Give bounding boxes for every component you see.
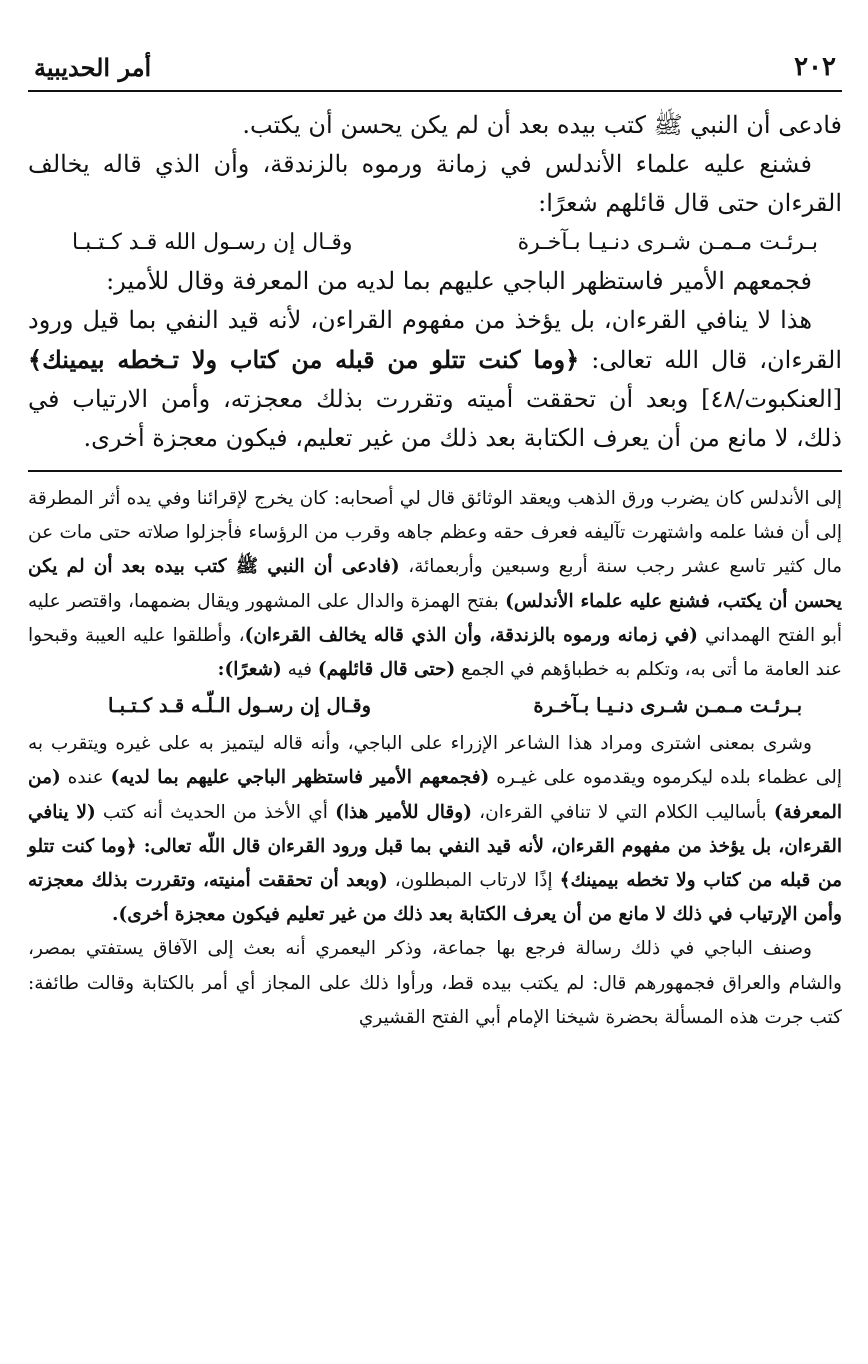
footnote-text: وشرى بمعنى اشترى ومراد هذا الشاعر الإزراء على الباجي، وأنه قاله ليتميز به على غيره ويتقرب به إلى عظماء بلده ليكرموه ويقدموه على غيـره bbox=[28, 733, 842, 789]
main-paragraph-4-text: هذا لا ينافي القرءان، بل يؤخذ من مفهوم القراءن، لأنه قيد النفي بما قيل ورود القرءان، قال الله تعالى: bbox=[28, 306, 842, 374]
footnote-bold: (من المعرفة) bbox=[28, 767, 842, 823]
footnote-paragraph-1 bbox=[28, 482, 842, 687]
footnotes bbox=[28, 482, 842, 1035]
footnote-bold: (حتى قال قائلهم) bbox=[317, 659, 456, 681]
footnote-bold: (فادعى أن النبي ﷺ كتب بيده بعد أن لم يكن يحسن أن يكتب، فشنع عليه علماء الأندلس) bbox=[28, 556, 842, 612]
footnote-text: إذًا لارتاب المبطلون، bbox=[387, 870, 560, 892]
main-paragraph-2: فشنع عليه علماء الأندلس في زمانة ورموه بالزندقة، وأن الذي قاله يخالف القرءان حتى قال قائلهم شعرًا: bbox=[28, 150, 842, 217]
footnote-text: بفتح الهمزة والدال على المشهور ويقال بضمهما، واقتصر عليه أبو الفتح الهمداني bbox=[28, 590, 842, 646]
verse-second-hemistich: وقـال إن رسـول الله قـد كـتـبـا bbox=[72, 230, 353, 255]
footnote-bold: (فجمعهم الأمير فاستظهر الباجي عليهم بما لديه) bbox=[110, 767, 490, 789]
verse-first-hemistich: بـرئـت مـمـن شـرى دنـيـا بـآخـرة bbox=[517, 230, 818, 255]
footnote-bold: (في زمانه ورموه بالزندقة، وأن الذي قاله يخالف القرءان) bbox=[244, 624, 698, 646]
footnote-text: إلى الأندلس كان يضرب ورق الذهب ويعقد الوثائق قال لي أصحابه: كان يخرج لإقرائنا وفي يده أثر المطرقة إلى أن فشا علمه واشتهرت تآليفه فعرف حقه وعظم جاهه وقرب من الرؤساء فأجزلوا صلاته حتى مات عن مال كثير تاسع عشر رجب سنة أربع وسبعين وأربعمائة، bbox=[28, 488, 842, 578]
footnote-bold: (شعرًا): bbox=[217, 659, 282, 681]
main-verse bbox=[28, 223, 842, 262]
footnote-bold: (وبعد أن تحققت أمنيته، وتقررت بذلك معجزته وأمن الإرتياب في ذلك لا مانع من أن يعرف الكتابة بعد ذلك من غير تعليم فيكون معجزة أخرى). bbox=[28, 870, 842, 926]
main-paragraph-3: فجمعهم الأمير فاستظهر الباجي عليهم بما لديه من المعرفة وقال للأمير: bbox=[106, 267, 812, 295]
verse-first-hemistich: بـرئـت مـمـن شـرى دنـيـا بـآخـرة bbox=[533, 694, 802, 718]
verse-second-hemistich: وقـال إن رسـول الـلّـه قـد كـتـبـا bbox=[108, 694, 372, 718]
footnote-divider bbox=[28, 470, 842, 472]
main-text bbox=[28, 106, 842, 458]
page-number: ٢٠٢ bbox=[794, 52, 836, 82]
footnote-text: فيه bbox=[281, 659, 318, 681]
footnote-bold: (لا ينافي القرءان، بل يؤخذ من مفهوم القرءان، لأنه قيد النفي بما قبل ورود القرءان قال اللّه تعالى: ﴿وما كنت تتلو من قبله من كتاب ولا تخطه بيمينك﴾ bbox=[28, 801, 843, 892]
footnote-text: ، وأطلقوا عليه العيبة وقبحوا عند العامة ما أتى به، وتكلم به خطباؤهم في الجمع bbox=[28, 624, 842, 681]
main-paragraph-1: فادعى أن النبي ﷺ كتب بيده بعد أن لم يكن يحسن أن يكتب. bbox=[242, 111, 842, 139]
footnote-paragraph-2 bbox=[28, 727, 842, 932]
main-paragraph-4 bbox=[28, 301, 842, 458]
quran-quote: ﴿وما كنت تتلو من قبله من كتاب ولا تـخطه بيمينك﴾ bbox=[28, 345, 580, 374]
main-paragraph-4-text-end: [العنكبوت/٤٨] وبعد أن تحققت أميته وتقررت بذلك معجزته، وأمن الارتياب في ذلك، لا مانع من أن يعرف الكتابة بعد ذلك من غير تعليم، فيكون معجزة أخرى. bbox=[28, 385, 842, 452]
footnote-text: بأساليب الكلام التي لا تنافي القرءان، bbox=[471, 801, 774, 823]
footnote-text: أي الأخذ من الحديث أنه كتب bbox=[95, 801, 336, 823]
footnote-verse bbox=[28, 687, 842, 727]
footnote-text: عنده bbox=[60, 767, 111, 789]
page-header bbox=[28, 52, 842, 92]
footnote-bold: (وقال للأمير هذا) bbox=[335, 801, 472, 823]
footnote-paragraph-3: وصنف الباجي في ذلك رسالة فرجع بها جماعة، وذكر اليعمري أنه بعث إلى الآفاق يستفتي بمصر، والشام والعراق فجمهورهم قال: لم يكتب بيده قط، ورأوا ذلك على المجاز أي أمر بالكتابة وقالت طائفة: كتب جرت هذه المسألة بحضرة شيخنا الإمام أبي الفتح القشيري bbox=[28, 938, 842, 1028]
running-title: أمر الحديبية bbox=[34, 53, 152, 82]
